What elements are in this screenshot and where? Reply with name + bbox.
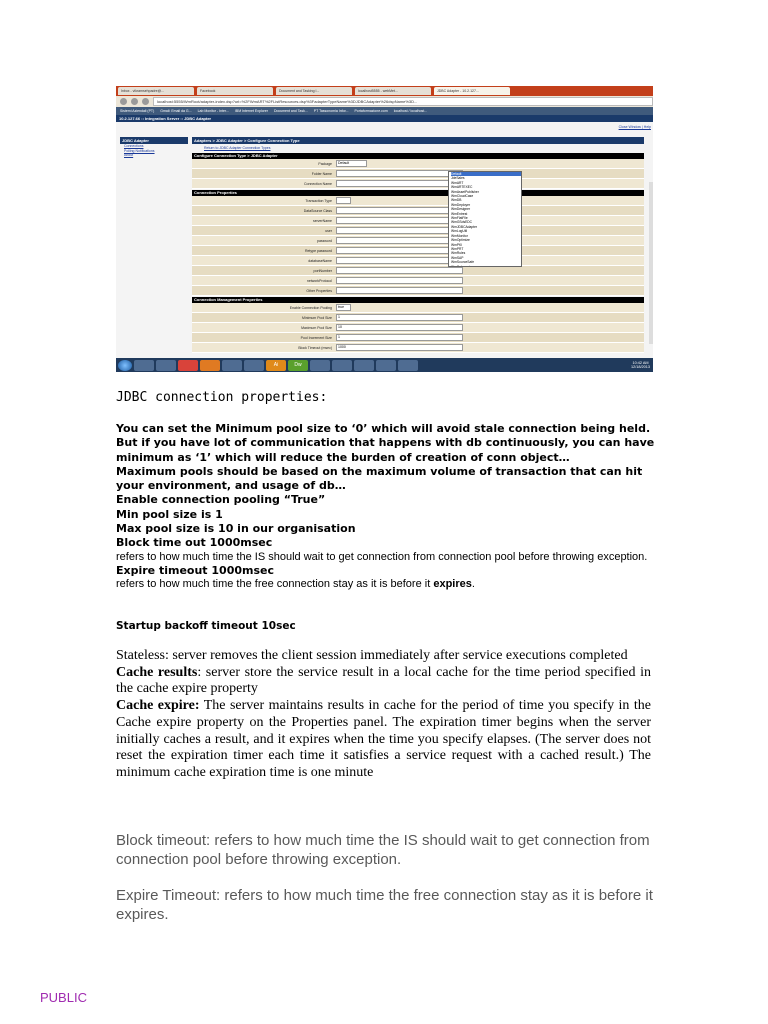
field-input[interactable]: 10 <box>336 324 463 331</box>
field-label: Block Timeout (msec) <box>298 345 332 350</box>
section-heading: JDBC connection properties: <box>116 390 328 405</box>
system-clock <box>631 361 653 370</box>
field-input[interactable]: 1 <box>336 314 463 321</box>
media-icon[interactable] <box>156 360 176 371</box>
block-timeout-note: Block timeout: refers to how much time the IS should wait to get connection from connection pool before throwing exception. <box>116 832 650 868</box>
dropdown-option[interactable]: WmCloudCase <box>451 194 474 199</box>
cache-results-paragraph <box>116 665 651 698</box>
app-body <box>116 134 653 358</box>
scrollbar[interactable] <box>649 182 653 344</box>
field-label: Package <box>318 161 332 166</box>
bookmark[interactable]: Portaformazione.com <box>354 109 388 113</box>
expire-desc-text: refers to how much time the free connection stay as it is before it <box>116 577 434 590</box>
field-label: Enable Connection Pooling <box>289 305 332 310</box>
sidebar-item-polling-notifications[interactable]: Polling Notifications <box>124 148 155 153</box>
package-rows <box>192 159 644 189</box>
toolbar <box>116 122 653 134</box>
expire-timeout-note: Expire Timeout: refers to how much time the free connection stay as it is before it expires. <box>116 887 653 923</box>
explorer-icon[interactable] <box>134 360 154 371</box>
cache-expire-label: Cache expire: <box>116 698 200 714</box>
window-icon[interactable] <box>376 360 396 371</box>
field-input[interactable] <box>336 267 463 274</box>
note-line: You can set the Minimum pool size to ‘0’ which will avoid stale connection being held. But if you have lot of communication that happens with db continuously, you can have minimum as ‘1’ which will reduce the burden of creation of conn object… <box>116 422 655 464</box>
reload-icon[interactable] <box>142 98 149 105</box>
field-input[interactable] <box>336 170 463 177</box>
block-timeout-description: refers to how much time the IS should wait to get connection from connection pool before throwing exception. <box>116 550 648 563</box>
package-row <box>192 169 644 179</box>
classification-label: PUBLIC <box>40 990 87 1005</box>
cache-results-label: Cache results <box>116 664 198 680</box>
notepad-icon[interactable] <box>310 360 330 371</box>
bookmark[interactable]: Lab Monitor - Inter... <box>197 109 229 113</box>
field-input[interactable] <box>336 277 463 284</box>
terminal-icon[interactable] <box>398 360 418 371</box>
section-header-connection-properties: Connection Properties <box>192 190 644 196</box>
field-input[interactable]: 1 <box>336 334 463 341</box>
section-header-configure: Configure Connection Type > JDBC Adapter <box>192 153 644 159</box>
connection-management-row <box>192 313 644 323</box>
dreamweaver-icon[interactable]: Dw <box>288 360 308 371</box>
note-line: Block time out 1000msec <box>116 536 273 550</box>
back-icon[interactable] <box>120 98 127 105</box>
dropdown-option[interactable]: WmDesigner <box>451 207 471 212</box>
package-dropdown-list[interactable] <box>448 171 522 267</box>
close-window-help-links[interactable]: Close Window | Help <box>618 125 651 129</box>
field-input[interactable] <box>336 197 351 204</box>
return-link[interactable]: Return to JDBC Adapter Connection Types <box>204 146 271 150</box>
dropdown-option[interactable]: WmEntrest <box>451 211 468 216</box>
dropdown-option[interactable]: WmDeployer <box>451 202 471 207</box>
stateless-paragraph: Stateless: server removes the client session immediately after service executions completed <box>116 648 628 663</box>
browser-tab[interactable]: Facebook <box>197 87 273 95</box>
breadcrumb: 10.2.127.66 :: Integration Server :: JDBC Adapter <box>116 115 653 122</box>
note-line: Min pool size is 1 <box>116 507 223 521</box>
connection-property-row <box>192 206 644 216</box>
dropdown-option[interactable]: WmARTEXEC <box>451 185 473 190</box>
field-input[interactable] <box>336 227 463 234</box>
dropdown-option[interactable]: WmFlatFile <box>451 216 468 221</box>
main-content <box>192 137 644 358</box>
connection-property-rows <box>192 196 644 296</box>
dropdown-option[interactable]: WmGSdsEDC <box>451 220 473 225</box>
field-label: DataSource Class <box>303 208 332 213</box>
field-label: Folder Name <box>311 171 332 176</box>
bookmark[interactable]: IBM Internet Explorer <box>234 109 268 113</box>
startup-backoff-line: Startup backoff timeout 10sec <box>116 620 296 632</box>
field-input[interactable] <box>336 257 463 264</box>
dropdown-option[interactable]: WmRules <box>451 251 466 256</box>
field-input[interactable] <box>336 217 463 224</box>
windows-taskbar <box>116 358 653 372</box>
note-line: Maximum pools should be based on the maximum volume of transaction that can hit your environment, and usage of db… <box>116 464 643 493</box>
connection-property-row <box>192 196 644 206</box>
page-title: Adapters > JDBC Adapter > Configure Connection Type <box>192 137 644 144</box>
doc-icon[interactable] <box>354 360 374 371</box>
cache-results-text: : server store the service result in a local cache for the time period specified in the cache expire property <box>116 664 651 697</box>
field-input[interactable] <box>336 237 463 244</box>
cache-expire-paragraph <box>116 698 651 782</box>
url-field[interactable]: localhost:5555/WmRoot/adapter-index.dsp?url=%2FWmART%2FListResources.dsp%3FadapterTypeName%3DJDBCAdapter%26dspName%3D... <box>153 97 653 106</box>
connection-property-row <box>192 266 644 276</box>
connection-property-row <box>192 216 644 226</box>
dropdown-option[interactable]: WmSourceSafe <box>451 260 475 265</box>
dropdown-option[interactable]: Default <box>451 172 521 176</box>
mail-icon[interactable] <box>244 360 264 371</box>
note-line: Max pool size is 10 in our organisation <box>116 522 356 536</box>
bookmark[interactable]: localhost / localhost... <box>393 109 428 113</box>
expire-desc-bold: expires <box>433 577 472 590</box>
field-label: databaseName <box>308 258 332 263</box>
field-input[interactable]: Default <box>336 160 367 167</box>
cache-notes <box>116 648 651 782</box>
field-label: Maximum Pool Size <box>301 325 332 330</box>
field-label: Minimum Pool Size <box>302 315 332 320</box>
sidebar-title: JDBC Adapter <box>120 137 188 144</box>
browser-tab[interactable]: Inbox - vikramsehpadre@... <box>118 87 194 95</box>
connection-management-row <box>192 343 644 353</box>
field-label: serverName <box>312 218 332 223</box>
connection-property-row <box>192 286 644 296</box>
illustrator-icon[interactable]: Ai <box>266 360 286 371</box>
browser-tab[interactable]: localhost5555 - webMet... <box>355 87 431 95</box>
package-row <box>192 159 644 169</box>
expire-timeout-title: Expire timeout 1000msec <box>116 563 275 577</box>
firefox-icon[interactable] <box>200 360 220 371</box>
expire-timeout-description <box>116 578 656 591</box>
bookmark[interactable]: Gmail: Email da G... <box>160 109 192 113</box>
field-label: networkProtocol <box>306 278 332 283</box>
connection-management-row <box>192 333 644 343</box>
cache-expire-text: The server maintains results in cache for the period of time you specify in the Cache expire property on the Properties panel. The expiration timer begins when the server initially caches a result, and it expires when the time you specify elapses. (The server does not reset the expiration timer each time it satisfies a service request with a cached result.) The minimum cache expiration time is one minute <box>116 698 651 780</box>
field-label: user <box>325 228 332 233</box>
sidebar-item-connections[interactable]: Connections <box>124 144 144 148</box>
package-row <box>192 179 644 189</box>
bookmark[interactable]: Document and Task... <box>273 109 308 113</box>
dropdown-option[interactable]: WmSAP <box>451 255 464 260</box>
field-label: Connection Name <box>303 181 332 186</box>
dropdown-option[interactable]: WmLogUtil <box>451 229 468 234</box>
field-label: Other Properties <box>306 288 332 293</box>
browser-url-bar <box>116 96 653 107</box>
note-line: Enable connection pooling “True” <box>116 493 326 507</box>
chrome-icon[interactable] <box>178 360 198 371</box>
field-input[interactable] <box>336 180 463 187</box>
field-label: portNumber <box>313 268 332 273</box>
dropdown-option[interactable]: WmDB <box>451 198 462 203</box>
connection-property-row <box>192 276 644 286</box>
embedded-screenshot <box>116 86 653 372</box>
dropdown-option[interactable]: WmPRT <box>451 246 464 251</box>
field-input[interactable] <box>336 207 463 214</box>
field-input[interactable] <box>336 247 463 254</box>
sidebar <box>120 137 188 165</box>
forward-icon[interactable] <box>131 98 138 105</box>
clock-date: 12/18/2013 <box>630 365 650 369</box>
bookmarks-bar <box>116 107 653 115</box>
connection-management-rows <box>192 303 644 353</box>
browser-tab-active[interactable]: JDBC Adapter - 10.2.127... <box>434 87 510 95</box>
cmd-icon[interactable] <box>222 360 242 371</box>
browser-tab[interactable]: Document and Tasking I... <box>276 87 352 95</box>
field-input[interactable]: 1000 <box>336 344 463 351</box>
bookmark[interactable]: Sistemi Aziendali (PT) <box>120 109 155 113</box>
dropdown-option[interactable]: WmOptimize <box>451 238 470 243</box>
dropdown-option[interactable]: WmMonitor <box>451 233 468 238</box>
field-label: Pool Increment Size <box>300 335 332 340</box>
connection-management-row <box>192 303 644 313</box>
field-label: Transaction Type <box>305 198 332 203</box>
folder-icon[interactable] <box>332 360 352 371</box>
connection-management-row <box>192 323 644 333</box>
field-input[interactable] <box>336 287 463 294</box>
browser-tab-bar <box>116 86 653 96</box>
sidebar-item-about[interactable]: About <box>124 153 134 157</box>
clock-time: 10:42 AM <box>632 360 649 365</box>
field-label: Retype password <box>304 248 332 253</box>
field-label: password <box>317 238 332 243</box>
dropdown-option[interactable]: JdeSales <box>451 176 465 181</box>
pool-settings-notes <box>116 422 656 591</box>
field-input[interactable]: true <box>336 304 351 311</box>
expire-desc-end: . <box>471 577 475 590</box>
connection-property-row <box>192 226 644 236</box>
dropdown-option[interactable]: WmJDBCAdapter <box>451 224 478 229</box>
dropdown-option[interactable]: WmPKI <box>451 242 463 247</box>
connection-property-row <box>192 256 644 266</box>
dropdown-option[interactable]: WmART <box>451 180 464 185</box>
connection-property-row <box>192 246 644 256</box>
dropdown-option[interactable]: WmAssetPublisher <box>451 189 479 194</box>
dropdown-option[interactable]: WmSubversion <box>451 264 474 267</box>
section-header-connection-management: Connection Management Properties <box>192 297 644 303</box>
windows-start-icon[interactable] <box>118 360 132 371</box>
bookmark[interactable]: PT Tassonomia Infor... <box>313 109 349 113</box>
